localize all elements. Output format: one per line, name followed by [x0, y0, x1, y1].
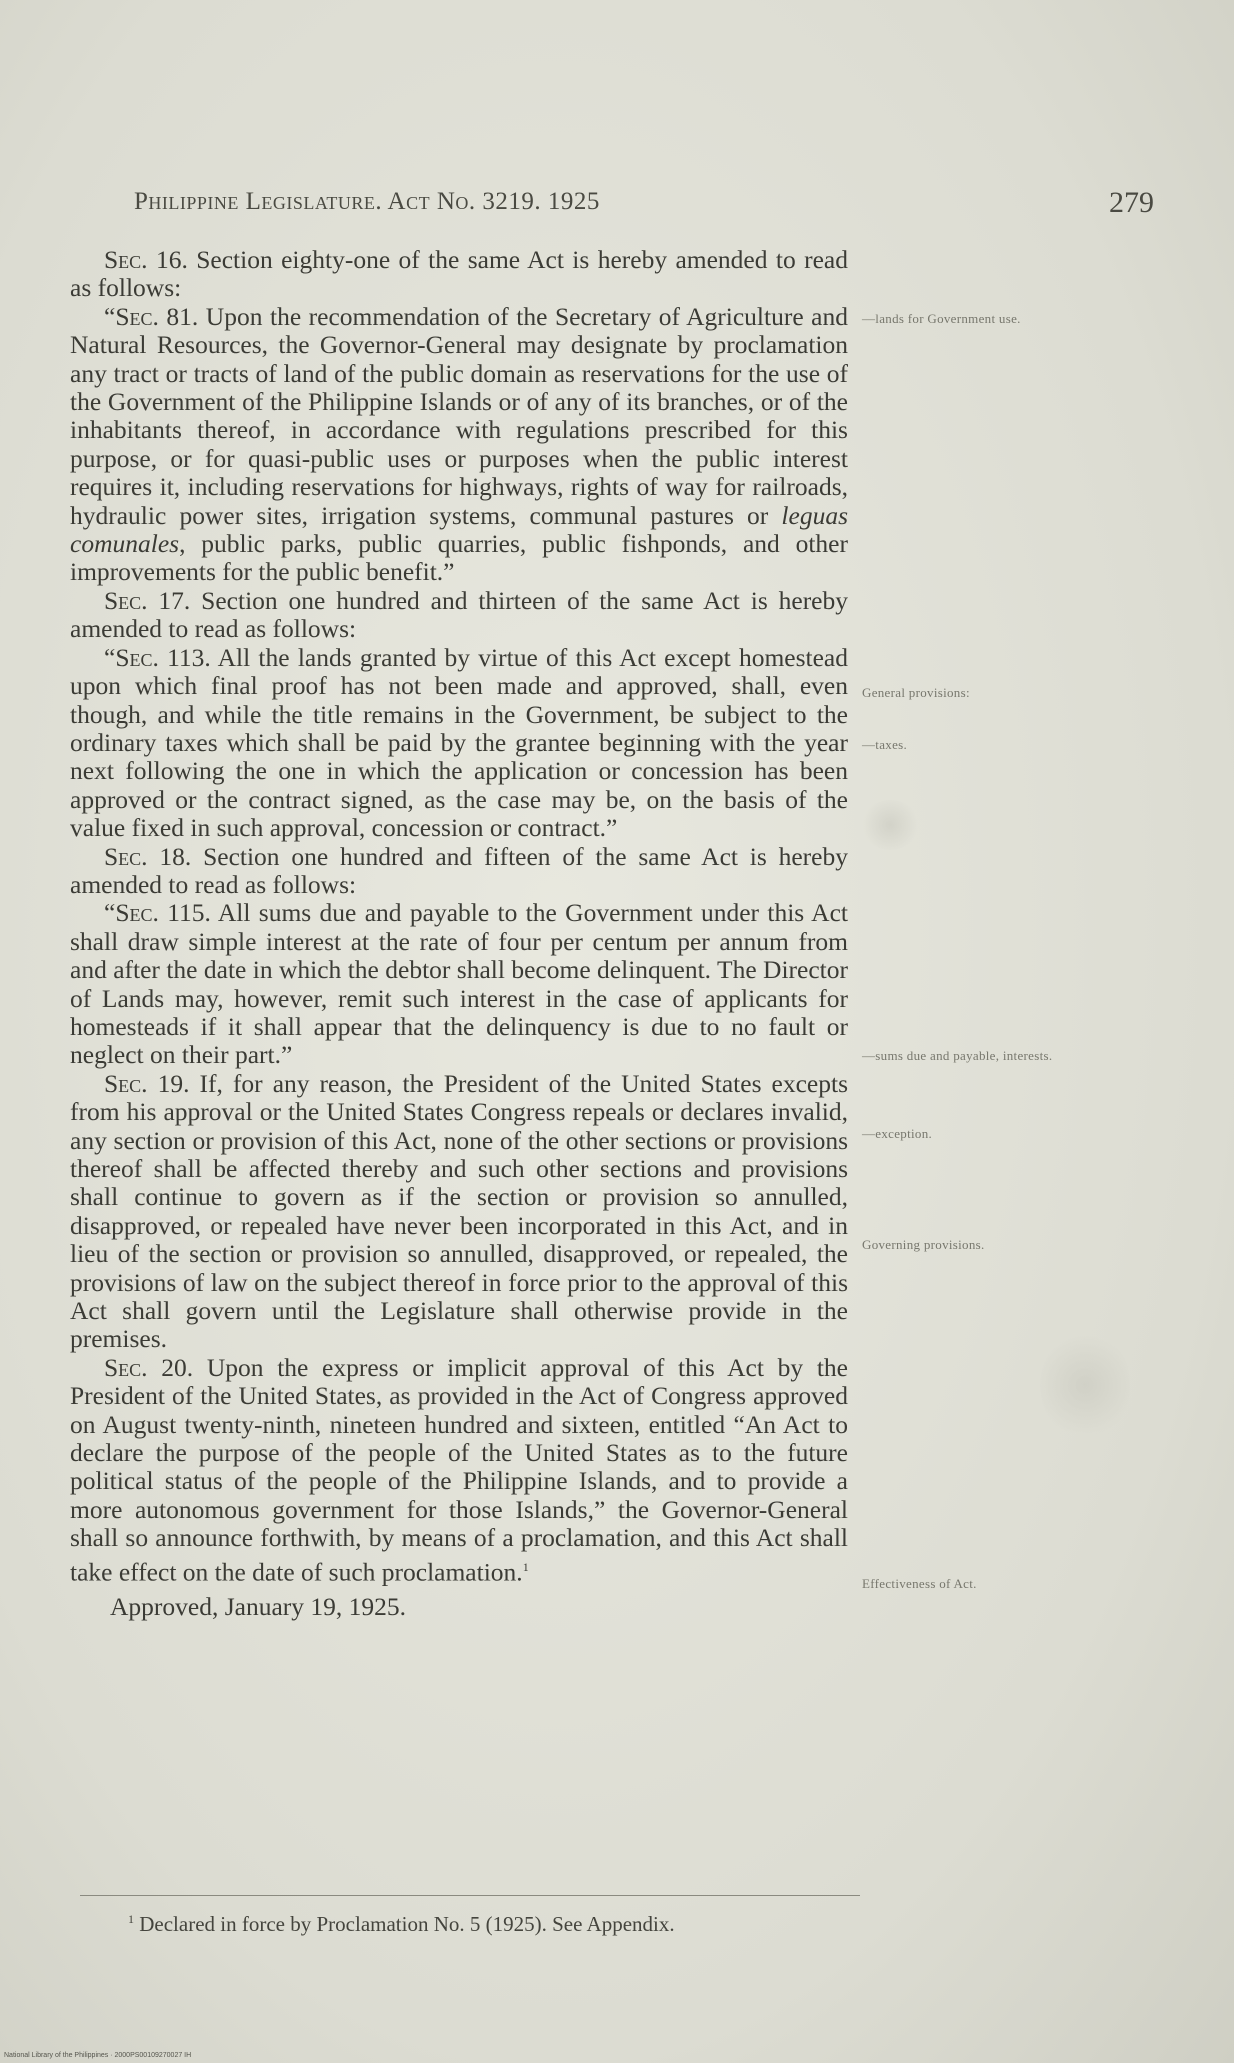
section-text: Section eighty-one of the same Act is hereby amended to read as follows:: [70, 245, 848, 303]
section-mark: Sec. 17.: [104, 585, 191, 615]
section-text: Upon the recommendation of the Secretary of Agriculture and Natural Resources, the Governor-General may designate by proclamation any tract or tracts of land of the public domain as reservations for the use of the Government of the Philippine Islands or of any of its branches, or of the inhabitants thereof, in accordance with regulations prescribed for this purpose, or for quasi-public uses or purposes when the public interest requires it, including reservations for highways, rights of way for railroads, hydraulic power sites, irrigation systems, communal pastures or: [70, 301, 848, 530]
section-113: [70, 644, 848, 843]
section-mark: Sec. 18.: [104, 841, 192, 871]
section-text: All sums due and payable to the Government under this Act shall draw simple interest at the rate of four per centum per annum from and after the date in which the debtor shall become delinquent. The Director of Lands may, however, remit such interest in the case of applicants for homesteads if it shall appear that the delinquency is due to no fault or neglect on their part.”: [70, 898, 848, 1070]
footnote-text: Declared in force by Proclamation No. 5 (1925). See Appendix.: [139, 1912, 675, 1936]
margin-note-sums: —sums due and payable, interests.: [862, 1048, 1053, 1063]
section-mark: Sec. 19.: [104, 1068, 190, 1098]
page-header: [134, 188, 1154, 228]
paper-stain: [1040, 1330, 1130, 1440]
section-text: All the lands granted by virtue of this Act except homestead upon which final proof has not been made and approved, shall, even though, and while the title remains in the Government, be subject to the ordinary taxes which shall be paid by the grantee beginning with the year next following the one in which the application or concession has been approved or the contract signed, as the case may be, on the basis of the value fixed in such approval, concession or contract.”: [70, 642, 848, 843]
scan-source-tag: National Library of the Philippines · 2000PS00109270027 IH: [4, 2052, 192, 2059]
section-mark: “Sec. 113.: [104, 642, 211, 672]
footnote: [128, 1912, 675, 1937]
section-mark: “Sec. 81.: [104, 301, 199, 331]
margin-note-exception: —exception.: [862, 1126, 933, 1141]
footnote-rule: [80, 1895, 860, 1896]
margin-note-general: General provisions:: [862, 685, 970, 700]
margin-note-lands: —lands for Government use.: [862, 311, 1021, 326]
approval-line: Approved, January 19, 1925.: [110, 1591, 407, 1621]
section-text: Section one hundred and fifteen of the same Act is hereby amended to read as follows:: [70, 841, 848, 899]
section-text: Upon the express or implicit approval of this Act by the President of the United States, as provided in the Act of Congress approved on August twenty-ninth, nineteen hundred and sixteen, entitled “An Act to declare the purpose of the people of the United States as to the future political status of the people of the Philippine Islands, and to provide a more autonomous government for those Islands,” the Governor-General shall so announce forthwith, by means of a proclamation, and this Act shall take effect on the date of such proclamation.: [70, 1352, 848, 1587]
section-mark: “Sec. 115.: [104, 898, 211, 928]
section-mark: Sec. 16.: [104, 245, 188, 274]
section-19: [70, 1070, 848, 1354]
margin-note-governing: Governing provisions.: [862, 1237, 985, 1252]
section-81: [70, 303, 848, 587]
margin-note-effectiveness: Effectiveness of Act.: [862, 1576, 977, 1591]
body-text: [70, 246, 848, 1621]
page-number: 279: [1109, 186, 1154, 219]
section-text: , public parks, public quarries, public fishponds, and other improvements for the public benefit.”: [70, 529, 848, 587]
section-18: [70, 843, 848, 900]
section-20: [70, 1354, 848, 1587]
section-mark: Sec. 20.: [104, 1352, 194, 1382]
paper-stain: [860, 800, 920, 850]
footnote-ref: 1: [522, 1559, 529, 1574]
section-text: If, for any reason, the President of the United States excepts from his approval or the United States Congress repeals or declares invalid, any section or provision of this Act, none of the other sections or provisions thereof shall be affected thereby and such other sections and provisions shall continue to govern as if the section or provision so annulled, disapproved, or repealed have never been incorporated in this Act, and in lieu of the section or provision so annulled, disapproved, or repealed, the provisions of law on the subject thereof in force prior to the approval of this Act shall govern until the Legislature shall otherwise provide in the premises.: [70, 1068, 848, 1354]
running-head: Philippine Legislature. Act No. 3219. 1925: [134, 188, 600, 215]
section-text: Section one hundred and thirteen of the same Act is hereby amended to read as follows:: [70, 585, 849, 644]
section-16: [70, 246, 848, 303]
margin-note-taxes: —taxes.: [862, 737, 908, 752]
italic-term: leguas comunales: [70, 500, 848, 559]
section-115: [70, 899, 848, 1069]
section-17: [70, 587, 848, 644]
footnote-marker: 1: [128, 1912, 134, 1926]
